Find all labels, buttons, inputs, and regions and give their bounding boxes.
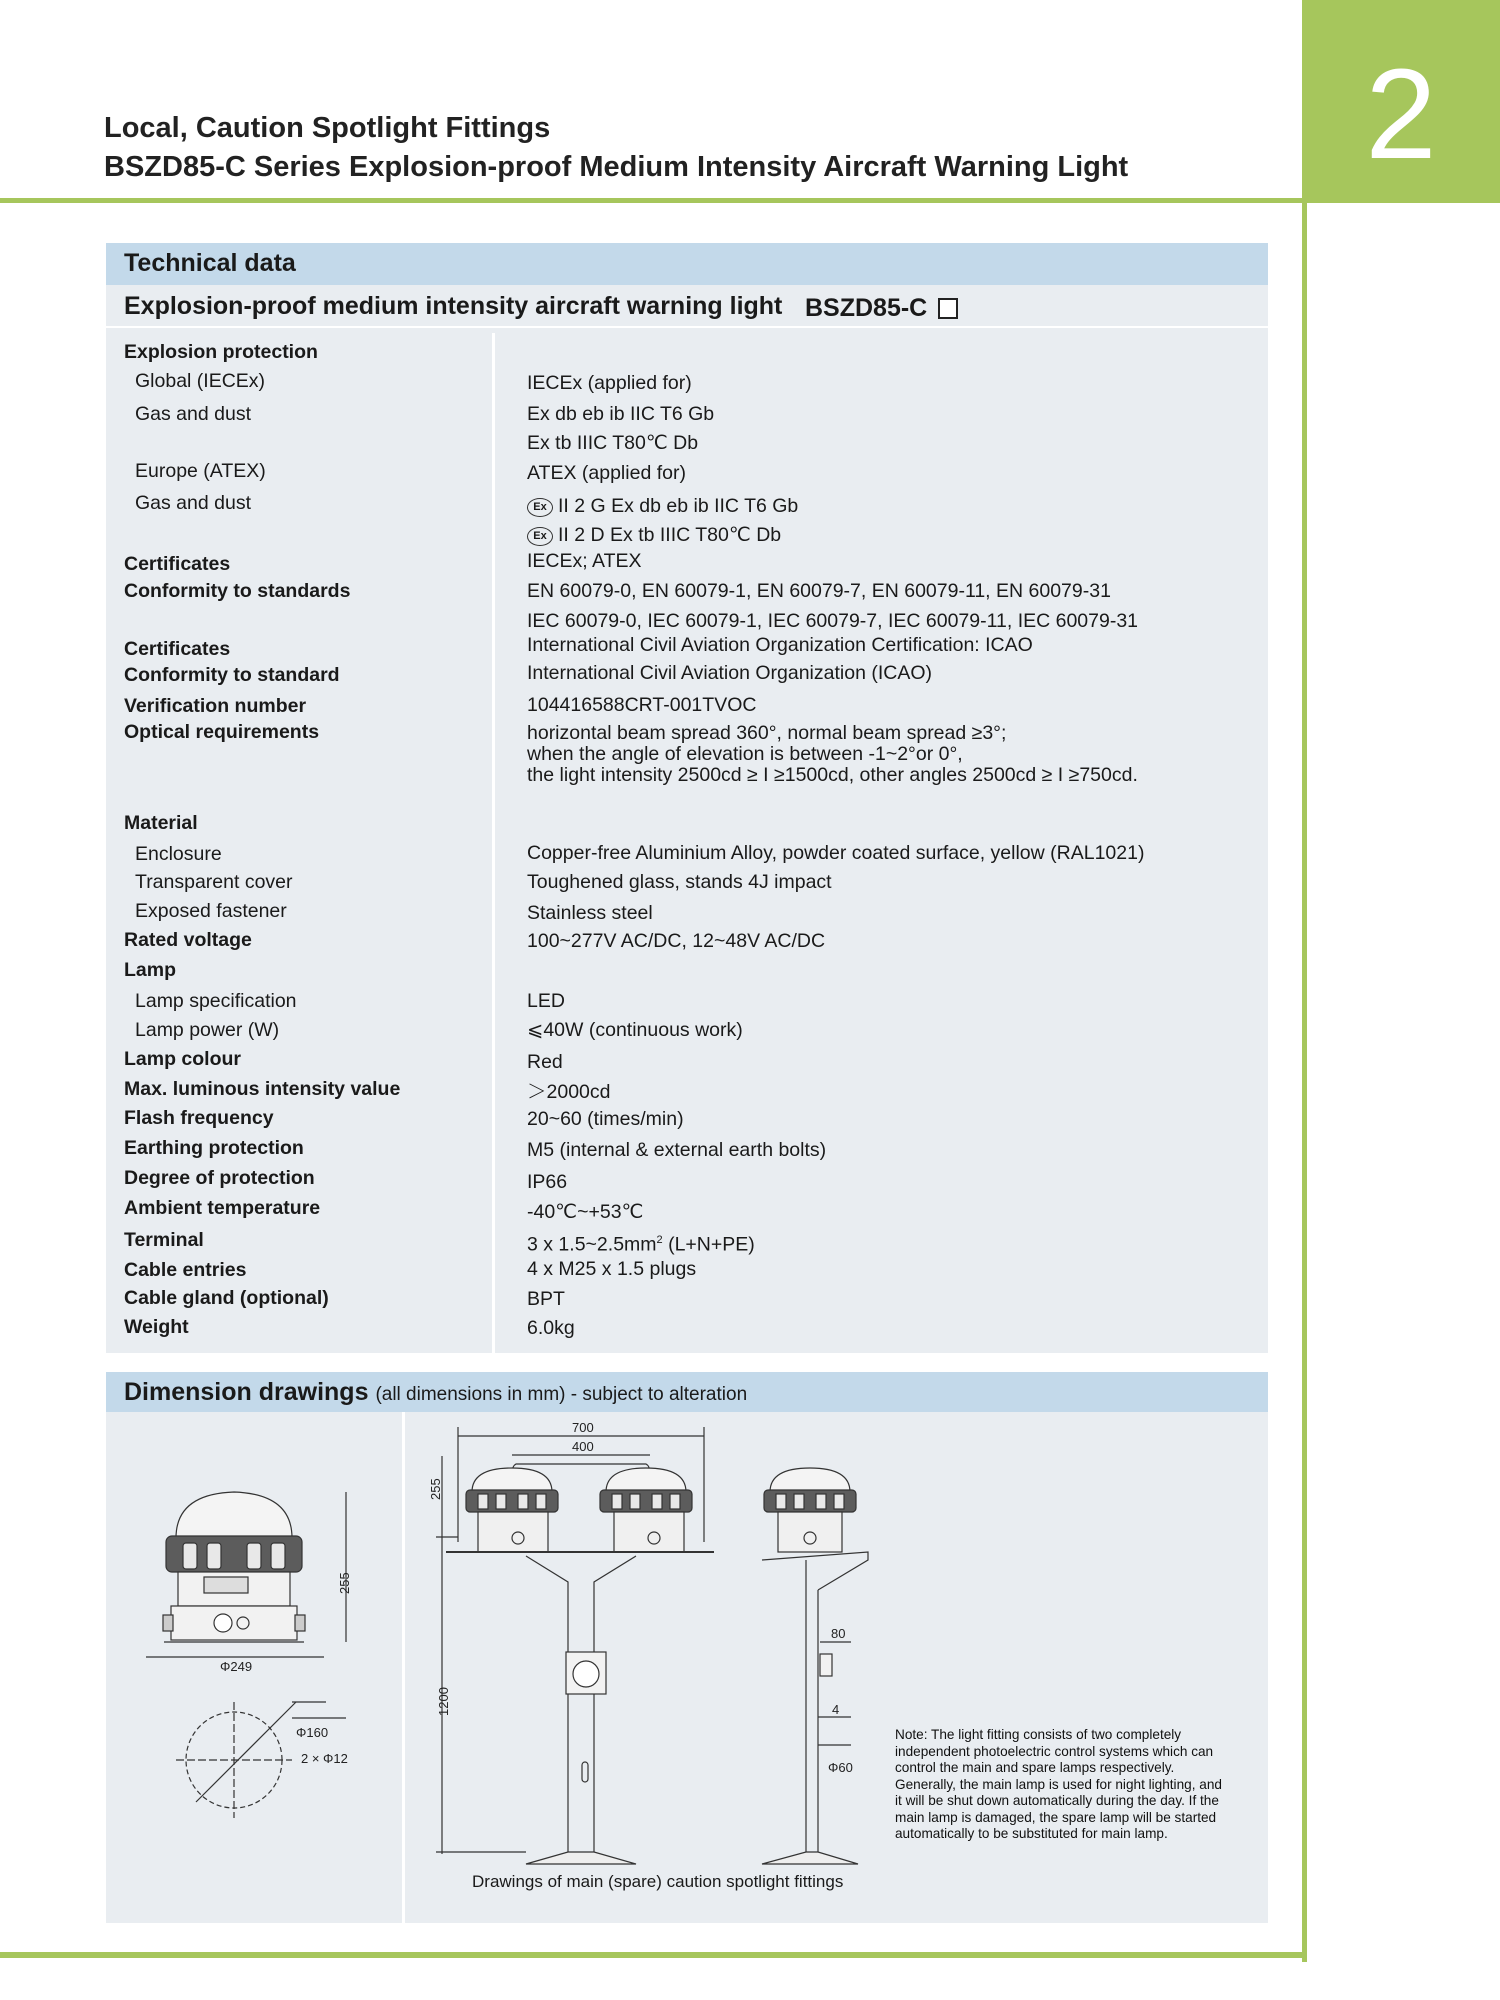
dimension-subtitle: (all dimensions in mm) - subject to alteration — [375, 1384, 748, 1405]
dim-4: 4 — [832, 1702, 840, 1717]
value-iecex-dust: Ex tb IIIC T80℃ Db — [527, 432, 699, 454]
label-cable-entries: Cable entries — [124, 1259, 247, 1281]
label-rated-voltage: Rated voltage — [124, 929, 252, 951]
value-atex-gas — [527, 495, 798, 517]
label-explosion-protection: Explosion protection — [124, 341, 318, 363]
value-transparent-cover: Toughened glass, stands 4J impact — [527, 871, 832, 893]
footer-rule — [0, 1952, 1307, 1958]
single-fitting-drawing — [146, 1492, 346, 1818]
ex-mark-icon: Ex — [527, 527, 553, 546]
dim-1200: 1200 — [436, 1687, 451, 1716]
label-lamp-colour: Lamp colour — [124, 1048, 242, 1070]
value-certificates-icao: International Civil Aviation Organization Certification: ICAO — [527, 634, 1033, 656]
value-iecex-gas: Ex db eb ib IIC T6 Gb — [527, 403, 715, 425]
value-weight: 6.0kg — [527, 1317, 575, 1339]
dimension-heading: Dimension drawings — [124, 1378, 369, 1406]
dim-700: 700 — [572, 1420, 594, 1435]
value-conformity-icao: International Civil Aviation Organization (ICAO) — [527, 662, 932, 684]
label-optical-requirements: Optical requirements — [124, 721, 320, 743]
value-max-luminous-intensity: ＞2000cd — [527, 1081, 611, 1103]
value-earthing-protection: M5 (internal & external earth bolts) — [527, 1139, 827, 1161]
value-certificates: IECEx; ATEX — [527, 550, 642, 572]
value-cable-gland: BPT — [527, 1288, 565, 1310]
label-earthing-protection: Earthing protection — [124, 1137, 304, 1159]
value-cable-entries: 4 x M25 x 1.5 plugs — [527, 1258, 697, 1280]
label-flash-frequency: Flash frequency — [124, 1107, 274, 1129]
chapter-number: 2 — [1365, 43, 1437, 186]
label-certificates: Certificates — [124, 638, 231, 660]
value-terminal — [527, 1229, 755, 1256]
product-model: BSZD85-C — [805, 294, 928, 322]
label-exposed-fastener: Exposed fastener — [135, 900, 287, 922]
model-checkbox — [938, 298, 958, 319]
value-lamp-specification: LED — [527, 990, 565, 1012]
dim-2x12: 2 × Φ12 — [301, 1751, 348, 1766]
dim-249: Φ249 — [220, 1659, 253, 1674]
product-title: Explosion-proof medium intensity aircraft warning light — [124, 292, 783, 320]
dim-80: 80 — [831, 1626, 846, 1641]
value-atex: ATEX (applied for) — [527, 462, 686, 484]
value-ambient-temperature: -40℃~+53℃ — [527, 1201, 644, 1223]
label-degree-of-protection: Degree of protection — [124, 1167, 315, 1189]
label-ambient-temperature: Ambient temperature — [124, 1197, 321, 1219]
ex-mark-icon: Ex — [527, 498, 553, 517]
value-verification-number: 104416588CRT-001TVOC — [527, 694, 757, 716]
value-lamp-power: ⩽40W (continuous work) — [527, 1019, 743, 1041]
side-rule — [1302, 198, 1307, 1962]
value-rated-voltage: 100~277V AC/DC, 12~48V AC/DC — [527, 930, 826, 952]
dim-60: Φ60 — [828, 1760, 853, 1775]
side-view-drawing — [762, 1468, 868, 1864]
label-weight: Weight — [124, 1316, 189, 1338]
label-gas-dust: Gas and dust — [135, 403, 251, 425]
technical-data-title: Technical data — [124, 249, 296, 277]
terminal-superscript: 2 — [656, 1234, 663, 1246]
value-degree-of-protection: IP66 — [527, 1171, 568, 1193]
label-lamp-power: Lamp power (W) — [135, 1019, 280, 1041]
terminal-text: 3 x 1.5~2.5mm — [527, 1233, 657, 1256]
header-rule — [0, 198, 1307, 203]
dimension-drawings-title — [124, 1378, 747, 1407]
label-verification-number: Verification number — [124, 695, 307, 717]
atex-gas-text: II 2 G Ex db eb ib IIC T6 Gb — [558, 495, 799, 517]
value-exposed-fastener: Stainless steel — [527, 902, 653, 924]
label-transparent-cover: Transparent cover — [135, 871, 293, 893]
label-terminal: Terminal — [124, 1229, 204, 1251]
label-global-iecex: Global (IECEx) — [135, 370, 266, 392]
value-enclosure: Copper-free Aluminium Alloy, powder coated surface, yellow (RAL1021) — [527, 842, 1145, 864]
table-divider — [492, 333, 495, 1353]
terminal-text-suffix: (L+N+PE) — [662, 1233, 755, 1256]
label-gas-dust: Gas and dust — [135, 492, 251, 514]
dim-255-a: 255 — [337, 1572, 352, 1594]
value-iecex: IECEx (applied for) — [527, 372, 692, 394]
label-cable-gland: Cable gland (optional) — [124, 1287, 329, 1309]
drawings-caption: Drawings of main (spare) caution spotlight fittings — [472, 1872, 844, 1891]
label-lamp: Lamp — [124, 959, 177, 981]
twin-fitting-drawing — [436, 1427, 714, 1864]
drawing-note: Note: The light fitting consists of two completely independent photoelectric control systems which can control the main and spare lamps respectively. Generally, the main lamp is used for night lighting, and it will be shut down automatically during the day. If the main lamp is damaged, the spare lamp will be started automatically to be substituted for main lamp. — [895, 1727, 1222, 1841]
dimension-drawings — [106, 1412, 1268, 1923]
value-optical-line3: the light intensity 2500cd ≥ I ≥1500cd, other angles 2500cd ≥ I ≥750cd. — [527, 764, 1138, 786]
section-title: Local, Caution Spotlight Fittings — [104, 112, 551, 144]
value-conformity-iec: IEC 60079-0, IEC 60079-1, IEC 60079-7, IEC 60079-11, IEC 60079-31 — [527, 610, 1139, 632]
label-europe-atex: Europe (ATEX) — [135, 460, 266, 482]
label-max-luminous-intensity: Max. luminous intensity value — [124, 1078, 401, 1100]
label-conformity-standard: Conformity to standard — [124, 664, 340, 686]
label-lamp-specification: Lamp specification — [135, 990, 297, 1012]
dim-255-b: 255 — [428, 1478, 443, 1500]
label-conformity-standards: Conformity to standards — [124, 580, 351, 602]
value-lamp-colour: Red — [527, 1051, 563, 1073]
value-optical-line2: when the angle of elevation is between -1~2°or 0°, — [527, 743, 963, 765]
label-enclosure: Enclosure — [135, 843, 222, 865]
dim-160: Φ160 — [296, 1725, 329, 1740]
label-material: Material — [124, 812, 198, 834]
value-atex-dust — [527, 524, 781, 546]
product-series-title: BSZD85-C Series Explosion-proof Medium Intensity Aircraft Warning Light — [104, 151, 1129, 183]
label-certificates: Certificates — [124, 553, 231, 575]
value-flash-frequency: 20~60 (times/min) — [527, 1108, 684, 1130]
atex-dust-text: II 2 D Ex tb IIIC T80℃ Db — [558, 524, 782, 546]
value-optical-line1: horizontal beam spread 360°, normal beam spread ≥3°; — [527, 722, 1007, 744]
dim-400: 400 — [572, 1439, 594, 1454]
value-conformity-en: EN 60079-0, EN 60079-1, EN 60079-7, EN 60079-11, EN 60079-31 — [527, 580, 1111, 602]
